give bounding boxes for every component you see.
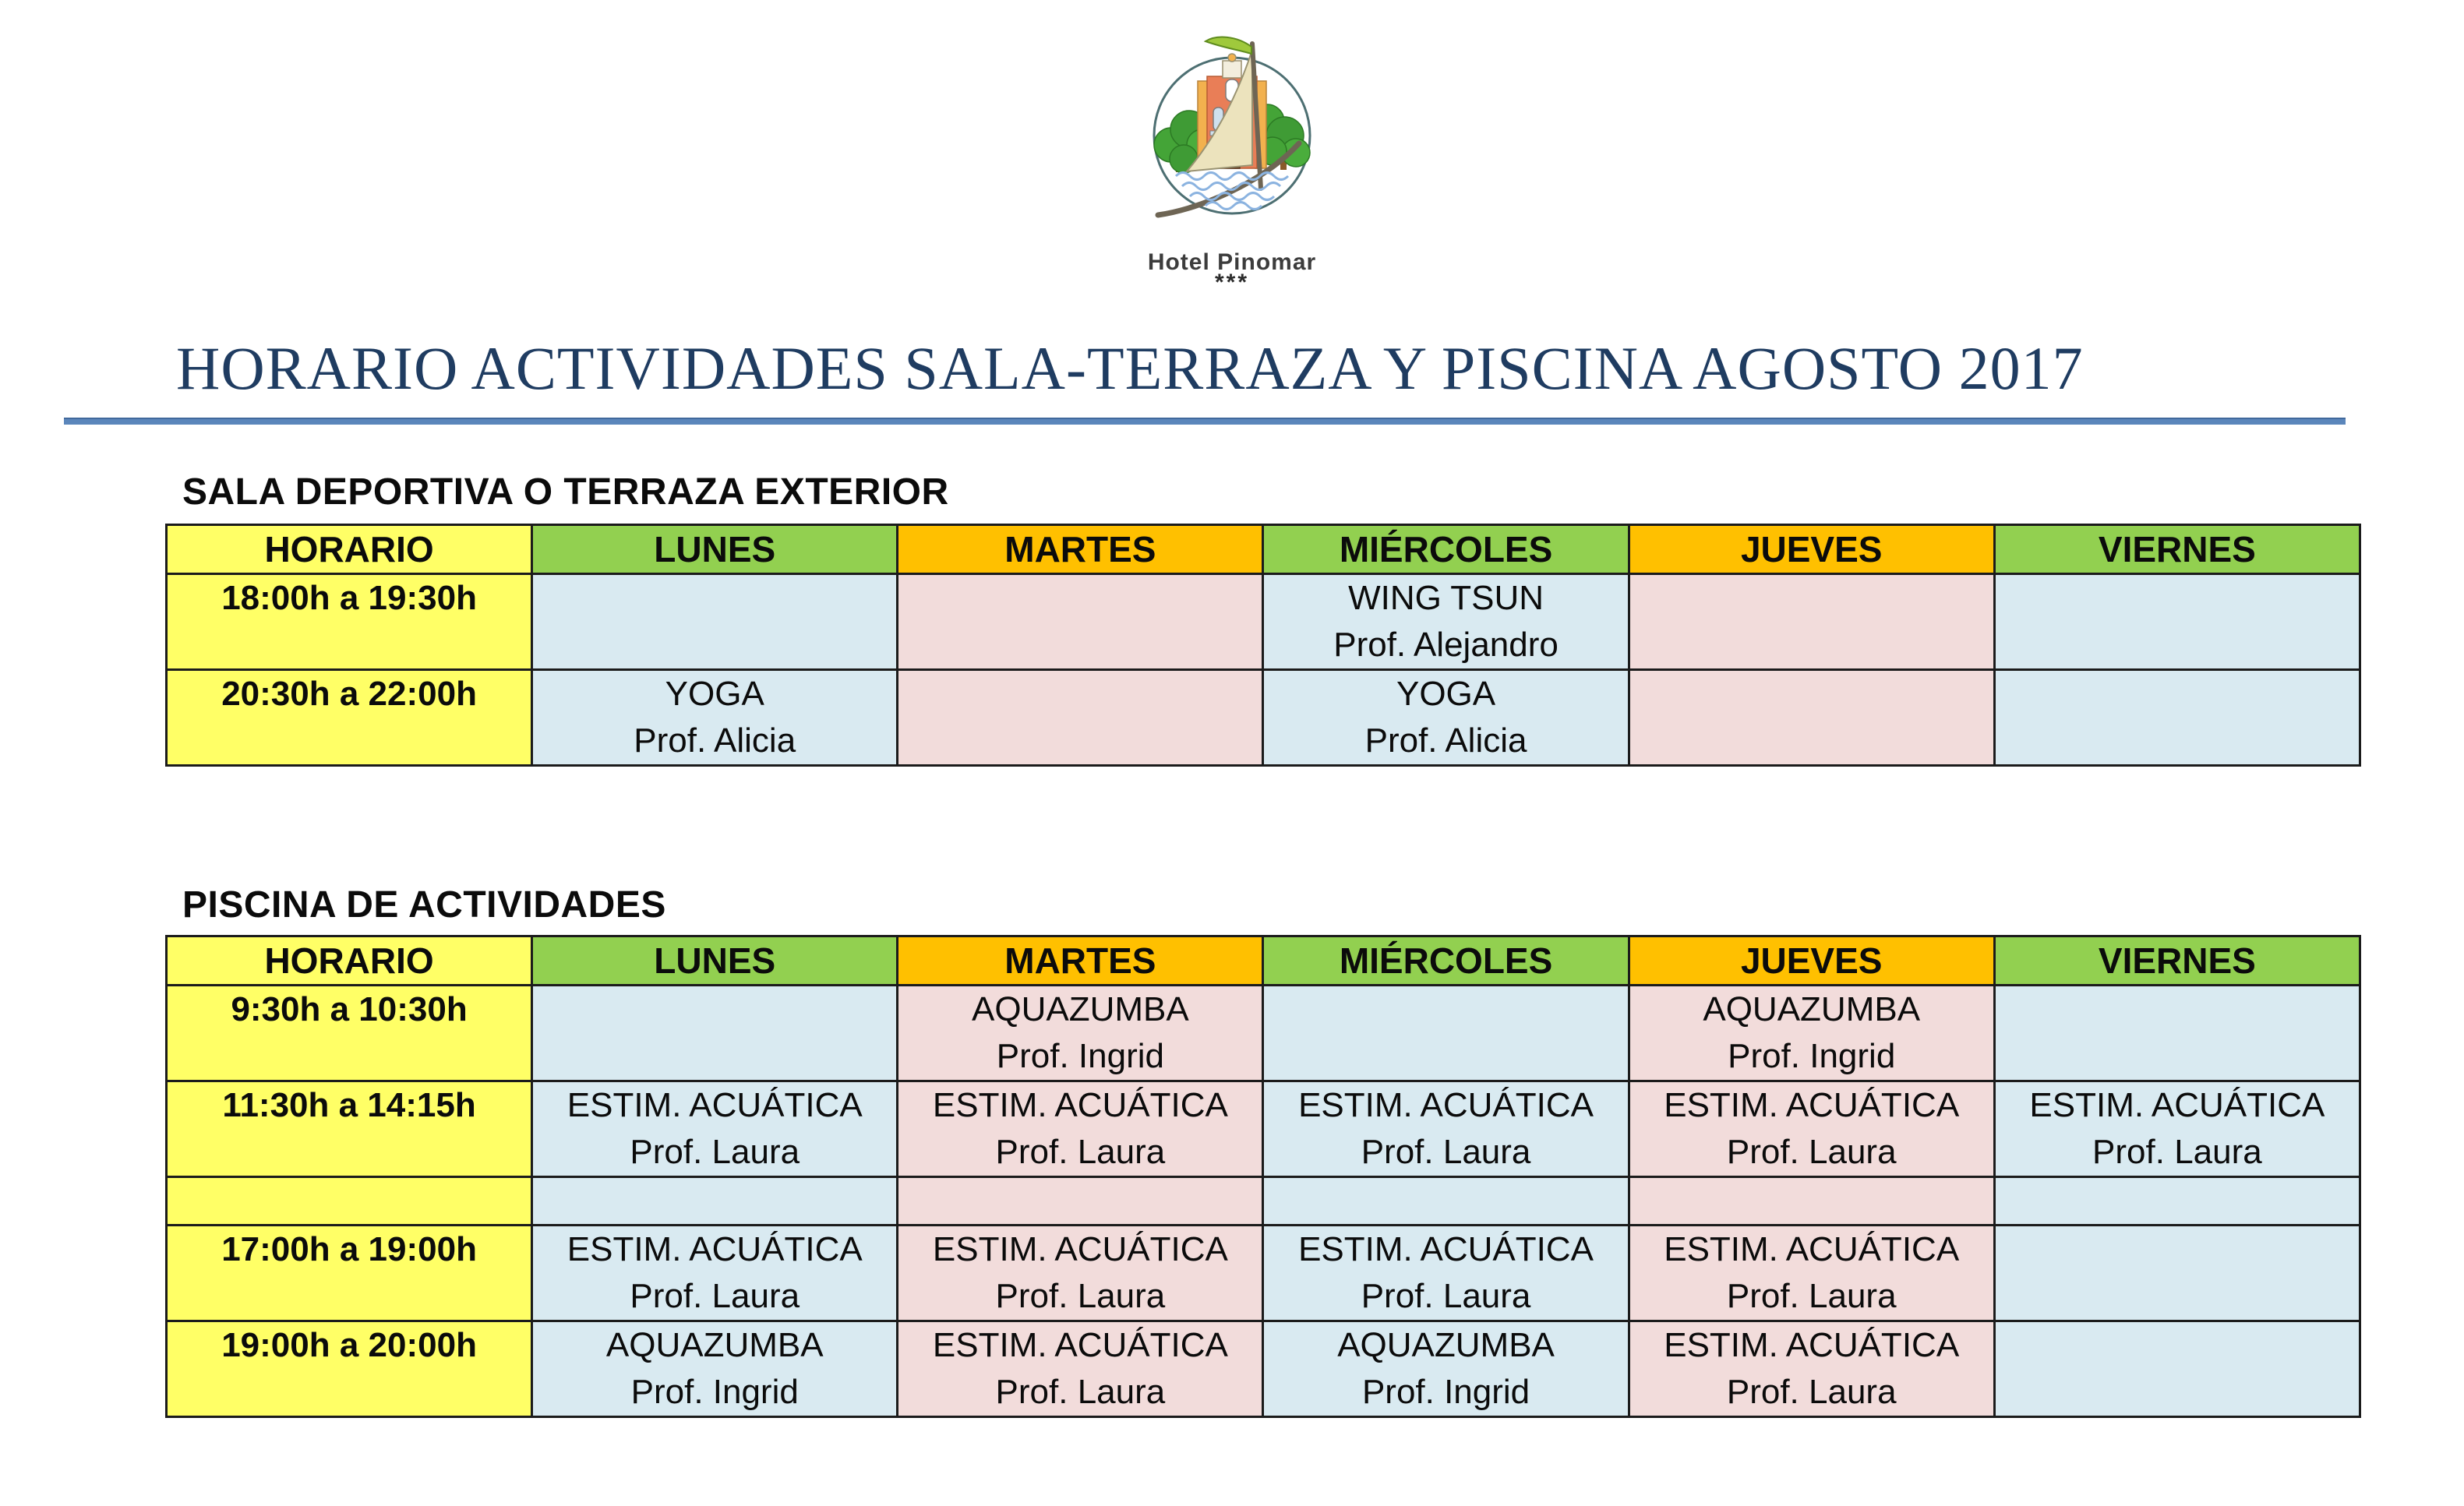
empty-cell [1994, 986, 2360, 1081]
activity-prof: Prof. Laura [1361, 1133, 1531, 1171]
activity-cell [1263, 670, 1629, 766]
hotel-logo [1107, 20, 1357, 295]
time-cell: 20:30h a 22:00h [167, 670, 532, 766]
activity-name: AQUAZUMBA [1703, 990, 1921, 1028]
activity-name: AQUAZUMBA [972, 990, 1189, 1028]
activity-cell [1629, 1081, 1994, 1177]
activity-name: AQUAZUMBA [605, 1326, 824, 1364]
activity-prof: Prof. Alejandro [1333, 626, 1559, 664]
activity-name: ESTIM. ACUÁTICA [1298, 1086, 1594, 1124]
empty-cell [1994, 1321, 2360, 1417]
activity-prof: Prof. Alicia [634, 721, 796, 760]
activity-name: ESTIM. ACUÁTICA [2029, 1086, 2325, 1124]
activity-prof: Prof. Laura [1361, 1277, 1531, 1315]
activity-name: AQUAZUMBA [1337, 1326, 1555, 1364]
empty-cell [1994, 1177, 2360, 1226]
empty-cell [898, 670, 1263, 766]
column-header-jueves: JUEVES [1629, 936, 1994, 986]
activity-cell [898, 1321, 1263, 1417]
activity-cell [1263, 1226, 1629, 1321]
empty-cell [532, 986, 898, 1081]
column-header-martes: MARTES [898, 525, 1263, 574]
spacer-row [167, 1177, 2360, 1226]
time-cell: 18:00h a 19:30h [167, 574, 532, 670]
activity-prof: Prof. Ingrid [1361, 1373, 1530, 1411]
activity-cell [532, 1321, 898, 1417]
hotel-name: Hotel Pinomar [1147, 249, 1317, 275]
header-row [167, 936, 2360, 986]
column-header-viernes: VIERNES [1994, 936, 2360, 986]
time-cell: 19:00h a 20:00h [167, 1321, 532, 1417]
activity-prof: Prof. Alicia [1364, 721, 1527, 760]
empty-cell [1263, 1177, 1629, 1226]
activity-name: ESTIM. ACUÁTICA [567, 1086, 863, 1124]
activity-cell [532, 670, 898, 766]
activity-prof: Prof. Laura [995, 1277, 1166, 1315]
activity-prof: Prof. Laura [1726, 1133, 1897, 1171]
empty-cell [1629, 1177, 1994, 1226]
time-cell: 11:30h a 14:15h [167, 1081, 532, 1177]
activity-name: YOGA [665, 675, 764, 713]
activity-name: ESTIM. ACUÁTICA [932, 1230, 1228, 1268]
schedule-row [167, 1226, 2360, 1321]
hotel-stars: *** [1214, 270, 1250, 295]
schedule-row [167, 1081, 2360, 1177]
activity-cell [898, 1226, 1263, 1321]
activity-name: ESTIM. ACUÁTICA [1664, 1230, 1960, 1268]
activity-prof: Prof. Laura [1726, 1277, 1897, 1315]
activity-name: WING TSUN [1348, 579, 1544, 617]
activity-cell [1629, 1321, 1994, 1417]
empty-cell [898, 574, 1263, 670]
page-title: HORARIO ACTIVIDADES SALA-TERRAZA Y PISCINA AGOSTO 2017 [176, 334, 2084, 402]
column-header-miercoles: MIÉRCOLES [1263, 525, 1629, 574]
schedule-row [167, 1321, 2360, 1417]
activity-prof: Prof. Ingrid [1728, 1037, 1896, 1075]
activity-cell [1629, 986, 1994, 1081]
column-header-jueves: JUEVES [1629, 525, 1994, 574]
activity-prof: Prof. Laura [1726, 1373, 1897, 1411]
column-header-martes: MARTES [898, 936, 1263, 986]
time-cell: 9:30h a 10:30h [167, 986, 532, 1081]
time-cell [167, 1177, 532, 1226]
activity-cell [1263, 1081, 1629, 1177]
activity-prof: Prof. Laura [630, 1133, 800, 1171]
empty-cell [1629, 574, 1994, 670]
column-header-miercoles: MIÉRCOLES [1263, 936, 1629, 986]
empty-cell [1994, 1226, 2360, 1321]
activity-cell [532, 1081, 898, 1177]
time-cell: 17:00h a 19:00h [167, 1226, 532, 1321]
activity-name: ESTIM. ACUÁTICA [567, 1230, 863, 1268]
schedule-table-piscina [165, 935, 2361, 1418]
activity-cell [898, 1081, 1263, 1177]
activity-cell [1263, 574, 1629, 670]
column-header-lunes: LUNES [532, 525, 898, 574]
activity-cell [532, 1226, 898, 1321]
flag-icon [1206, 37, 1251, 54]
header-row [167, 525, 2360, 574]
activity-prof: Prof. Ingrid [996, 1037, 1164, 1075]
section-heading-sala-deportiva: SALA DEPORTIVA O TERRAZA EXTERIOR [182, 471, 949, 513]
activity-prof: Prof. Laura [2092, 1133, 2262, 1171]
activity-prof: Prof. Laura [630, 1277, 800, 1315]
schedule-row [167, 574, 2360, 670]
activity-name: ESTIM. ACUÁTICA [932, 1326, 1228, 1364]
title-underline [64, 418, 2346, 425]
column-header-lunes: LUNES [532, 936, 898, 986]
schedule-row [167, 670, 2360, 766]
schedule-row [167, 986, 2360, 1081]
empty-cell [1629, 670, 1994, 766]
empty-cell [532, 574, 898, 670]
section-heading-piscina: PISCINA DE ACTIVIDADES [182, 884, 666, 926]
column-header-horario: HORARIO [167, 525, 532, 574]
activity-name: ESTIM. ACUÁTICA [1298, 1230, 1594, 1268]
activity-prof: Prof. Ingrid [630, 1373, 799, 1411]
schedule-table-sala-deportiva [165, 524, 2361, 767]
activity-name: ESTIM. ACUÁTICA [1664, 1326, 1960, 1364]
empty-cell [1994, 670, 2360, 766]
activity-name: ESTIM. ACUÁTICA [932, 1086, 1228, 1124]
activity-cell [1994, 1081, 2360, 1177]
empty-cell [532, 1177, 898, 1226]
activity-prof: Prof. Laura [995, 1133, 1166, 1171]
column-header-viernes: VIERNES [1994, 525, 2360, 574]
activity-name: YOGA [1396, 675, 1496, 713]
column-header-horario: HORARIO [167, 936, 532, 986]
activity-cell [898, 986, 1263, 1081]
empty-cell [1263, 986, 1629, 1081]
activity-prof: Prof. Laura [995, 1373, 1166, 1411]
empty-cell [1994, 574, 2360, 670]
activity-name: ESTIM. ACUÁTICA [1664, 1086, 1960, 1124]
hotel-logo-image [1115, 20, 1349, 248]
empty-cell [898, 1177, 1263, 1226]
activity-cell [1629, 1226, 1994, 1321]
activity-cell [1263, 1321, 1629, 1417]
